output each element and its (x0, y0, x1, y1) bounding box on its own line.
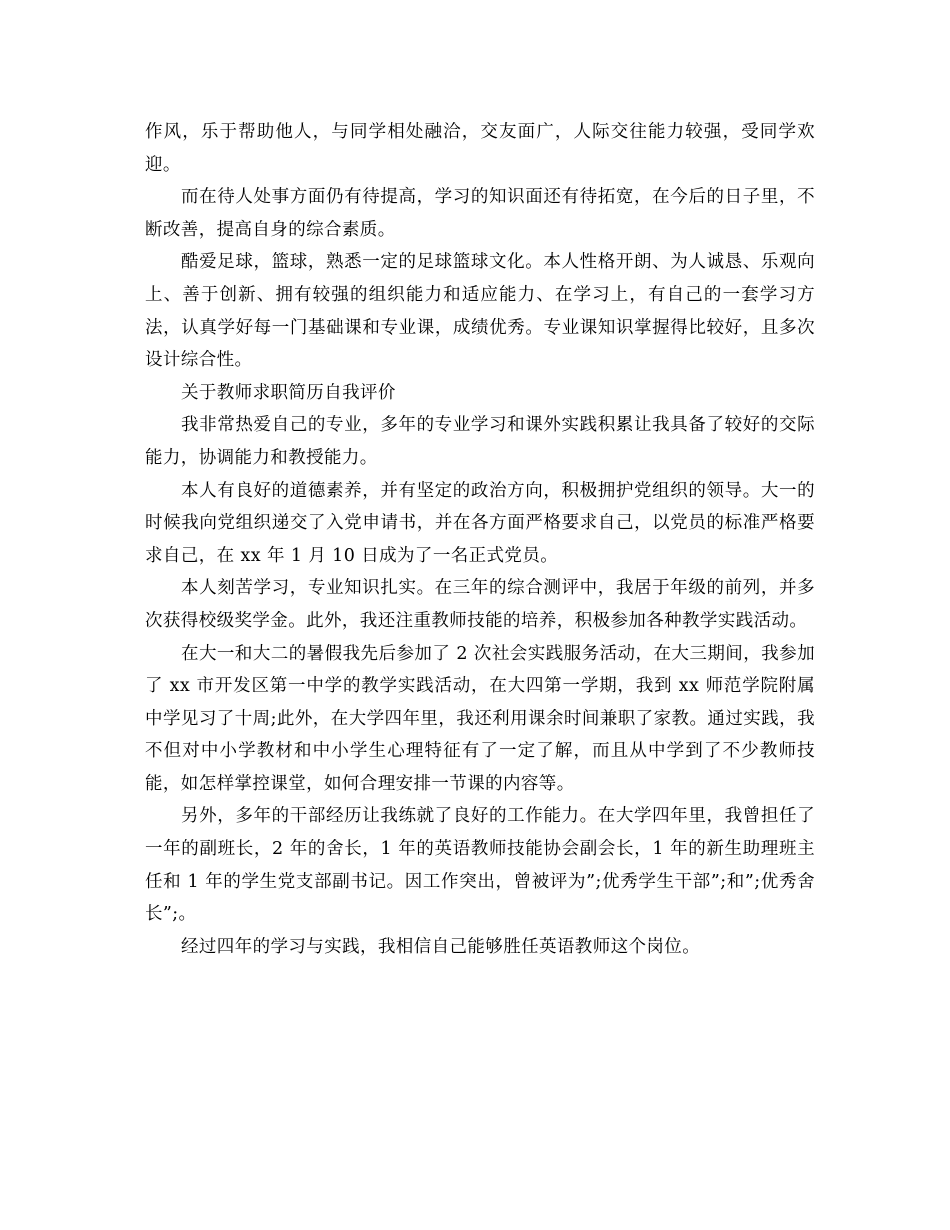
paragraph: 我非常热爱自己的专业，多年的专业学习和课外实践积累让我具备了较好的交际能力，协调能力和教授能力。 (145, 415, 815, 468)
paragraph: 而在待人处事方面仍有待提高，学习的知识面还有待拓宽，在今后的日子里，不断改善，提高自身的综合素质。 (145, 187, 815, 240)
paragraph: 另外，多年的干部经历让我练就了良好的工作能力。在大学四年里，我曾担任了一年的副班长，2 年的舍长，1 年的英语教师技能协会副会长，1 年的新生助理班主任和 1 年的学生党支部副书记。因工作突出，曾被评为”;优秀学生干部”;和”;优秀舍长”;。 (145, 806, 815, 925)
paragraph: 酷爱足球，篮球，熟悉一定的足球篮球文化。本人性格开朗、为人诚恳、乐观向上、善于创新、拥有较强的组织能力和适应能力、在学习上，有自己的一套学习方法，认真学好每一门基础课和专业课，成绩优秀。专业课知识掌握得比较好，且多次设计综合性。 (145, 252, 815, 371)
paragraph: 在大一和大二的暑假我先后参加了 2 次社会实践服务活动，在大三期间，我参加了 xx 市开发区第一中学的教学实践活动，在大四第一学期，我到 xx 师范学院附属中学见习了十周;此外，在大学四年里，我还利用课余时间兼职了家教。通过实践，我不但对中小学教材和中小学生心理特征有了一定了解，而且从中学到了不少教师技能，如怎样掌控课堂，如何合理安排一节课的内容等。 (145, 643, 815, 794)
paragraph: 经过四年的学习与实践，我相信自己能够胜任英语教师这个岗位。 (181, 936, 701, 957)
paragraph: 本人刻苦学习，专业知识扎实。在三年的综合测评中，我居于年级的前列，并多次获得校级奖学金。此外，我还注重教师技能的培养，积极参加各种教学实践活动。 (145, 578, 815, 631)
document-body (145, 116, 815, 963)
paragraph-continuation: 作风，乐于帮助他人，与同学相处融洽，交友面广，人际交往能力较强，受同学欢迎。 (145, 122, 815, 175)
paragraph: 本人有良好的道德素养，并有坚定的政治方向，积极拥护党组织的领导。大一的时候我向党组织递交了入党申请书，并在各方面严格要求自己，以党员的标准严格要求自己，在 xx 年 1 月 10 日成为了一名正式党员。 (145, 480, 815, 566)
section-heading: 关于教师求职简历自我评价 (181, 382, 396, 403)
